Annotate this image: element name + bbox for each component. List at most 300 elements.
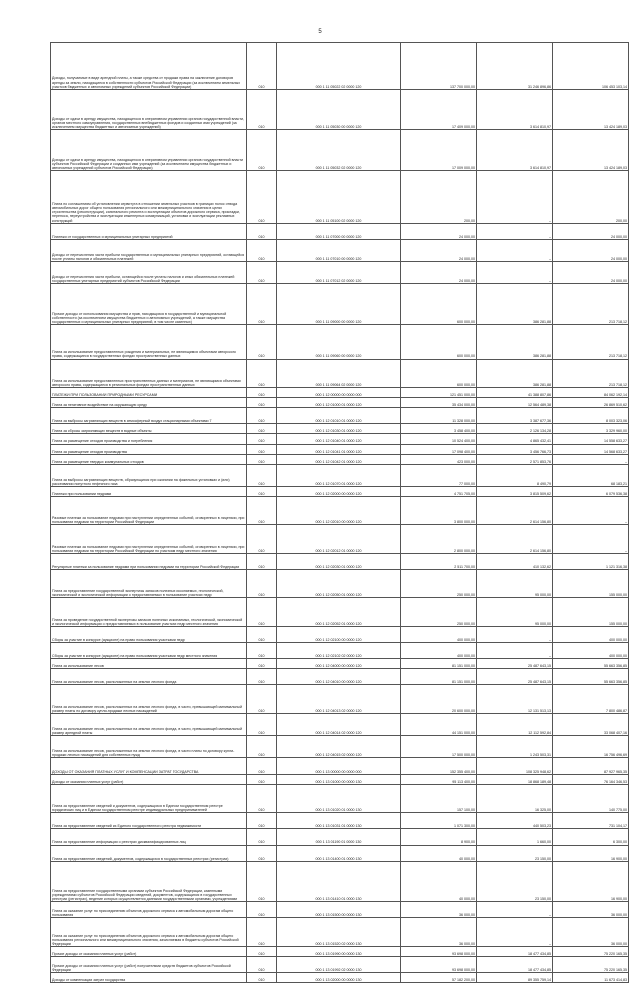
row-approved-amount: 200,00 — [401, 170, 477, 223]
row-approved-amount: 157 100,00 — [401, 784, 477, 812]
row-executed-amount: 386 281,88 — [477, 325, 553, 360]
table-row — [51, 685, 629, 713]
row-approved-amount: 250 000,00 — [401, 570, 477, 598]
row-line-code: 010 — [247, 464, 277, 486]
row-name: Доходы от компенсации затрат государства — [51, 973, 247, 983]
row-budget-code: 000 1 11 09060 00 0000 120 — [277, 325, 401, 360]
row-executed-amount: – — [477, 626, 553, 642]
row-unexecuted-amount: 155 000,00 — [553, 570, 629, 598]
row-approved-amount: 17 500 000,00 — [401, 736, 477, 758]
row-line-code: 010 — [247, 284, 277, 325]
table-row — [51, 486, 629, 496]
row-approved-amount: 17 409 000,00 — [401, 89, 477, 130]
table-row — [51, 946, 629, 956]
table-row — [51, 262, 629, 284]
row-approved-amount: 2 511 700,00 — [401, 553, 477, 569]
table-row — [51, 643, 629, 659]
row-approved-amount: 24 000,00 — [401, 239, 477, 261]
table-row — [51, 553, 629, 569]
table-row — [51, 758, 629, 774]
row-line-code: 010 — [247, 398, 277, 408]
row-executed-amount: 8 490,79 — [477, 464, 553, 486]
row-line-code: 010 — [247, 325, 277, 360]
row-name: Плата за размещение отходов производства и потребления — [51, 434, 247, 444]
row-line-code: 010 — [247, 685, 277, 713]
row-line-code: 010 — [247, 170, 277, 223]
row-executed-amount: 2 614 156,80 — [477, 497, 553, 525]
row-line-code: 010 — [247, 758, 277, 774]
row-approved-amount: 93 698 000,00 — [401, 956, 477, 972]
row-unexecuted-amount: 106 453 103,14 — [553, 43, 629, 90]
row-executed-amount: 95 000,00 — [477, 570, 553, 598]
row-budget-code: 000 1 12 02012 01 0000 120 — [277, 525, 401, 553]
row-executed-amount: 3 387 677,36 — [477, 408, 553, 424]
row-budget-code: 000 1 12 02030 01 0000 120 — [277, 553, 401, 569]
table-row — [51, 956, 629, 972]
row-approved-amount: 81 151 000,00 — [401, 669, 477, 685]
row-name: Плата за проведение государственной экспертизы запасов полезных ископаемых, геологической, экономической и экологической информации о предоставляемых в пользование участках недр местного значения — [51, 598, 247, 626]
row-budget-code: 000 1 12 04000 00 0000 120 — [277, 659, 401, 669]
row-budget-code: 000 1 13 01020 01 0000 130 — [277, 784, 401, 812]
row-executed-amount: 25 487 643,15 — [477, 659, 553, 669]
row-unexecuted-amount: 155 000,00 — [553, 598, 629, 626]
row-approved-amount: 40 000,00 — [401, 861, 477, 902]
row-approved-amount: 17 098 400,00 — [401, 444, 477, 454]
row-line-code: 010 — [247, 946, 277, 956]
row-budget-code: 000 1 13 01410 01 0000 130 — [277, 861, 401, 902]
row-executed-amount: 3 456 766,73 — [477, 444, 553, 454]
row-approved-amount: 3 458 400,00 — [401, 424, 477, 434]
row-budget-code: 000 1 11 07012 02 0000 120 — [277, 262, 401, 284]
row-executed-amount: – — [477, 239, 553, 261]
row-unexecuted-amount: 55 663 356,85 — [553, 659, 629, 669]
row-executed-amount: 3 815 509,62 — [477, 486, 553, 496]
row-line-code: 010 — [247, 223, 277, 239]
row-unexecuted-amount: 11 673 414,83 — [553, 973, 629, 983]
row-executed-amount: 1 243 503,31 — [477, 736, 553, 758]
row-line-code: 010 — [247, 43, 277, 90]
table-row — [51, 434, 629, 444]
table-row — [51, 784, 629, 812]
row-line-code: 010 — [247, 387, 277, 397]
table-row — [51, 223, 629, 239]
table-row — [51, 598, 629, 626]
row-unexecuted-amount: 213 718,12 — [553, 284, 629, 325]
row-unexecuted-amount: 76 164 346,53 — [553, 774, 629, 784]
row-name: Плата за использование лесов, расположенных на землях лесного фонда, в части, превышающей минимальный размер платы по договору купли-продажи лесных насаждений — [51, 685, 247, 713]
row-name: Плата за предоставление сведений из Единого государственного реестра недвижимости — [51, 813, 247, 829]
row-line-code: 010 — [247, 918, 277, 946]
row-budget-code: 000 1 13 01031 01 0000 130 — [277, 813, 401, 829]
row-name: Доходы от оказания платных услуг (работ) — [51, 774, 247, 784]
table-row — [51, 130, 629, 171]
row-budget-code: 000 1 12 01042 01 0000 120 — [277, 454, 401, 464]
row-unexecuted-amount: 36 000,00 — [553, 918, 629, 946]
row-unexecuted-amount: 213 718,12 — [553, 325, 629, 360]
row-executed-amount: 3 614 810,97 — [477, 130, 553, 171]
table-row — [51, 918, 629, 946]
row-name: Доходы от сдачи в аренду имущества, находящегося в оперативном управлении органов государственной власти субъектов Российской Федерации и созданных ими учреждений (за исключением имущества бюджетных и автономных учреждений субъектов Российской Федерации) — [51, 130, 247, 171]
row-executed-amount: 12 564 489,38 — [477, 398, 553, 408]
row-unexecuted-amount: 400 000,00 — [553, 643, 629, 659]
row-approved-amount: 8 900,00 — [401, 829, 477, 845]
table-row — [51, 170, 629, 223]
row-executed-amount: 440 503,23 — [477, 813, 553, 829]
table-row — [51, 444, 629, 454]
row-approved-amount: 600 000,00 — [401, 359, 477, 387]
row-line-code: 010 — [247, 239, 277, 261]
row-line-code: 010 — [247, 408, 277, 424]
row-budget-code: 000 1 12 00000 00 0000 000 — [277, 387, 401, 397]
row-line-code: 010 — [247, 829, 277, 845]
row-executed-amount: 2 126 134,28 — [477, 424, 553, 434]
row-executed-amount: – — [477, 918, 553, 946]
row-approved-amount: 250 000,00 — [401, 598, 477, 626]
row-budget-code: 000 1 13 01000 00 0000 130 — [277, 774, 401, 784]
row-executed-amount: 2 614 156,80 — [477, 525, 553, 553]
row-budget-code: 000 1 11 07000 00 0000 120 — [277, 223, 401, 239]
row-line-code: 010 — [247, 643, 277, 659]
row-name: Плата за использование лесов, расположенных на землях лесного фонда — [51, 669, 247, 685]
row-name: Плата по соглашениям об установлении сервитута в отношении земельных участков в границах полос отвода автомобильных дорог общего пользования регионального или межмуниципального значения в целях строительства (реконструкции), капитального ремонта и эксплуатации объектов дорожного сервиса, прокладки, переноса, переустройства и эксплуатации инженерных коммуникаций, установки и эксплуатации рекламных конструкций — [51, 170, 247, 223]
table-row — [51, 669, 629, 685]
row-executed-amount: 12 112 592,84 — [477, 713, 553, 735]
row-unexecuted-amount: – — [553, 525, 629, 553]
row-line-code: 010 — [247, 626, 277, 642]
row-executed-amount: – — [477, 170, 553, 223]
row-budget-code: 000 1 12 02050 01 0000 120 — [277, 570, 401, 598]
row-name: Плата за предоставление сведений, документов, содержащихся в государственных реестрах (регистрах) — [51, 845, 247, 861]
row-approved-amount: 400 000,00 — [401, 626, 477, 642]
row-approved-amount: 423 000,00 — [401, 454, 477, 464]
row-unexecuted-amount: 75 220 165,35 — [553, 946, 629, 956]
table-row — [51, 902, 629, 918]
row-line-code: 010 — [247, 659, 277, 669]
row-name: Доходы от перечисления части прибыли, остающейся после уплаты налогов и иных обязательных платежей государственных унитарных предприятий субъектов Российской Федерации — [51, 262, 247, 284]
row-line-code: 010 — [247, 784, 277, 812]
row-name: Регулярные платежи за пользование недрами при пользовании недрами на территории Российской Федерации — [51, 553, 247, 569]
row-approved-amount: 1 071 300,00 — [401, 813, 477, 829]
row-unexecuted-amount: 16 900,00 — [553, 845, 629, 861]
row-executed-amount: 41 388 807,86 — [477, 387, 553, 397]
row-executed-amount: 386 281,88 — [477, 284, 553, 325]
row-budget-code: 000 1 12 02010 00 0000 120 — [277, 497, 401, 525]
row-line-code: 010 — [247, 444, 277, 454]
row-unexecuted-amount: 16 756 496,69 — [553, 736, 629, 758]
row-executed-amount: 25 487 643,15 — [477, 669, 553, 685]
row-line-code: 010 — [247, 774, 277, 784]
row-budget-code: 000 1 12 02000 00 0000 120 — [277, 486, 401, 496]
row-executed-amount: 95 000,00 — [477, 598, 553, 626]
row-executed-amount: 89 355 759,14 — [477, 973, 553, 983]
row-executed-amount: – — [477, 262, 553, 284]
row-budget-code: 000 1 13 01992 02 0000 130 — [277, 956, 401, 972]
row-line-code: 010 — [247, 973, 277, 983]
row-unexecuted-amount: 6 300,00 — [553, 829, 629, 845]
row-approved-amount: 24 000,00 — [401, 262, 477, 284]
row-budget-code: 000 1 11 09064 02 0000 120 — [277, 359, 401, 387]
table-row — [51, 387, 629, 397]
row-budget-code: 000 1 12 01010 01 0000 120 — [277, 408, 401, 424]
row-executed-amount: 12 131 513,13 — [477, 685, 553, 713]
row-unexecuted-amount: 213 718,12 — [553, 359, 629, 387]
row-approved-amount: 35 434 000,00 — [401, 398, 477, 408]
row-name: Плата за использование предоставленных пространственных данных и материалов, не являющимся объектами авторского права, содержащиеся в региональных фондах пространственных данных — [51, 359, 247, 387]
row-executed-amount: 23 150,00 — [477, 845, 553, 861]
row-budget-code: 000 1 12 04015 02 0000 120 — [277, 736, 401, 758]
table-row — [51, 774, 629, 784]
row-name: Платежи от государственных и муниципальных унитарных предприятий — [51, 223, 247, 239]
table-row — [51, 424, 629, 434]
row-budget-code: 000 1 12 01041 01 0000 120 — [277, 444, 401, 454]
row-line-code: 010 — [247, 598, 277, 626]
row-unexecuted-amount: 75 220 165,35 — [553, 956, 629, 972]
row-name: Разовые платежи за пользование недрами при наступлении определенных событий, оговоренных в лицензии, при пользовании недрами на территории Российской Федерации — [51, 497, 247, 525]
row-budget-code: 000 1 11 05100 02 0000 120 — [277, 170, 401, 223]
row-budget-code: 000 1 13 00000 00 0000 000 — [277, 758, 401, 774]
table-row — [51, 659, 629, 669]
row-approved-amount: 24 000,00 — [401, 223, 477, 239]
row-approved-amount: 3 800 000,00 — [401, 497, 477, 525]
table-row — [51, 829, 629, 845]
row-budget-code: 000 1 13 01520 02 0000 130 — [277, 918, 401, 946]
row-name: Плата за негативное воздействие на окружающую среду — [51, 398, 247, 408]
row-name: Плата за выбросы загрязняющих веществ, образующихся при сжигании на факельных установках и (или) рассеивании попутного нефтяного газа — [51, 464, 247, 486]
table-row — [51, 89, 629, 130]
row-name: Сборы за участие в конкурсе (аукционе) на право пользования участками недр местного значения — [51, 643, 247, 659]
row-executed-amount: – — [477, 902, 553, 918]
table-row — [51, 408, 629, 424]
row-budget-code: 000 1 12 04014 02 0000 120 — [277, 713, 401, 735]
row-name: Плата за размещение твердых коммунальных отходов — [51, 454, 247, 464]
row-name: Плата за использование предоставленных рождения и материальных, не являющимся объектами авторского права, содержащиеся в государственных фондах пространственных данных — [51, 325, 247, 360]
table-row — [51, 454, 629, 464]
row-line-code: 010 — [247, 813, 277, 829]
row-approved-amount: 36 000,00 — [401, 902, 477, 918]
row-approved-amount: 2 800 000,00 — [401, 525, 477, 553]
row-executed-amount: 16 325,00 — [477, 784, 553, 812]
row-line-code: 010 — [247, 130, 277, 171]
row-unexecuted-amount: 68 183,21 — [553, 464, 629, 486]
row-line-code: 010 — [247, 497, 277, 525]
row-unexecuted-amount: 1 121 316,38 — [553, 553, 629, 569]
row-name: Плата за предоставление государственными органами субъектов Российской Федерации, казенными учреждениями субъектов Российской Федерации сведений, документов, содержащихся в государственных реестрах (регистрах), ведение которых осуществляется данными государственными органами, учреждениями — [51, 861, 247, 902]
row-line-code: 010 — [247, 89, 277, 130]
row-unexecuted-amount: 26 869 510,62 — [553, 398, 629, 408]
row-unexecuted-amount: 14 558 633,27 — [553, 434, 629, 444]
row-executed-amount: 1 660,00 — [477, 829, 553, 845]
row-budget-code: 000 1 11 09000 00 0000 120 — [277, 284, 401, 325]
row-executed-amount: 386 281,88 — [477, 359, 553, 387]
row-name: Прочие доходы от использования имущества и прав, находящихся в государственной и муниципальной собственности (за исключением имущества бюджетных и автономных учреждений, а также имущества государственных и муниципальных унитарных предприятий, в том числе казенных) — [51, 284, 247, 325]
row-name: Платежи при пользовании недрами — [51, 486, 247, 496]
row-approved-amount: 17 009 000,00 — [401, 130, 477, 171]
row-unexecuted-amount: 14 568 633,27 — [553, 444, 629, 454]
table-row — [51, 525, 629, 553]
budget-table — [50, 42, 629, 983]
row-line-code: 010 — [247, 713, 277, 735]
row-name: Доходы от сдачи в аренду имущества, находящегося в оперативном управлении органов государственной власти, органов местного самоуправления, государственных внебюджетных фондов и созданных ими учреждений (за исключением имущества бюджетных и автономных учреждений) — [51, 89, 247, 130]
row-unexecuted-amount: 16 900,00 — [553, 861, 629, 902]
row-approved-amount: 600 000,00 — [401, 284, 477, 325]
row-budget-code: 000 1 13 01500 00 0000 130 — [277, 902, 401, 918]
row-approved-amount: 36 000,00 — [401, 918, 477, 946]
row-unexecuted-amount: 7 800 486,87 — [553, 685, 629, 713]
row-approved-amount: 93 698 000,00 — [401, 946, 477, 956]
table-row — [51, 861, 629, 902]
row-budget-code: 000 1 12 02100 00 0000 120 — [277, 626, 401, 642]
row-executed-amount: 18 477 434,85 — [477, 946, 553, 956]
table-row — [51, 284, 629, 325]
row-name: Разовые платежи за пользование недрами при наступлении определенных событий, оговоренных в лицензии, при пользовании недрами на территории Российской Федерации по участкам недр местного значения — [51, 525, 247, 553]
row-budget-code: 000 1 11 05032 02 0000 120 — [277, 130, 401, 171]
row-budget-code: 000 1 12 02102 02 0000 120 — [277, 643, 401, 659]
table-row — [51, 359, 629, 387]
row-budget-code: 000 1 11 07010 00 0000 120 — [277, 239, 401, 261]
row-approved-amount: 44 151 000,00 — [401, 713, 477, 735]
row-unexecuted-amount: 84 062 192,14 — [553, 387, 629, 397]
row-line-code: 010 — [247, 454, 277, 464]
row-line-code: 010 — [247, 525, 277, 553]
row-line-code: 010 — [247, 956, 277, 972]
row-budget-code: 000 1 12 01030 01 0000 120 — [277, 424, 401, 434]
row-line-code: 010 — [247, 902, 277, 918]
row-executed-amount: 108 325 948,62 — [477, 758, 553, 774]
row-unexecuted-amount: – — [553, 454, 629, 464]
row-unexecuted-amount: 8 003 323,06 — [553, 408, 629, 424]
row-approved-amount: 57 182 200,00 — [401, 973, 477, 983]
row-name: Плата за использование лесов, расположенных на землях лесного фонда, в части, превышающей минимальный размер арендной платы — [51, 713, 247, 735]
row-unexecuted-amount: 87 927 965,35 — [553, 758, 629, 774]
row-approved-amount: 152 355 400,00 — [401, 758, 477, 774]
table-row — [51, 570, 629, 598]
row-budget-code: 000 1 13 01990 00 0000 130 — [277, 946, 401, 956]
row-executed-amount: 4 865 432,41 — [477, 434, 553, 444]
row-line-code: 010 — [247, 736, 277, 758]
row-unexecuted-amount: 731 104,17 — [553, 813, 629, 829]
row-name: Доходы, получаемые в виде арендной платы, а также средства от продажи права на заключение договоров аренды за земли, находящиеся в собственности субъектов Российской Федерации (за исключением земельных участков бюджетных и автономных учреждений субъектов Российской Федерации) — [51, 43, 247, 90]
row-name: Плата за оказание услуг по присоединению объектов дорожного сервиса к автомобильным дорогам общего пользования регионального или межмуниципального значения, зачисляемая в бюджеты субъектов Российской Федерации — [51, 918, 247, 946]
row-budget-code: 000 1 12 01040 01 0000 120 — [277, 434, 401, 444]
row-name: Сборы за участие в конкурсе (аукционе) на право пользования участками недр — [51, 626, 247, 642]
row-approved-amount: 11 328 000,00 — [401, 408, 477, 424]
row-unexecuted-amount: 200,00 — [553, 170, 629, 223]
row-unexecuted-amount: 24 000,00 — [553, 223, 629, 239]
row-unexecuted-amount: 140 775,00 — [553, 784, 629, 812]
table-row — [51, 497, 629, 525]
row-approved-amount: 20 600 000,00 — [401, 685, 477, 713]
row-approved-amount: 10 524 400,00 — [401, 434, 477, 444]
row-executed-amount: – — [477, 223, 553, 239]
row-approved-amount: 81 151 000,00 — [401, 659, 477, 669]
table-row — [51, 239, 629, 261]
row-unexecuted-amount: 3 329 960,00 — [553, 424, 629, 434]
row-line-code: 010 — [247, 486, 277, 496]
row-name: Плата за сбросы загрязняющих веществ в водные объекты — [51, 424, 247, 434]
row-budget-code: 000 1 12 04010 00 0000 120 — [277, 669, 401, 685]
page-number: 5 — [318, 29, 322, 35]
row-unexecuted-amount: 13 424 189,03 — [553, 130, 629, 171]
row-name: Плата за предоставление информации о реестрах дисквалифицированных лиц — [51, 829, 247, 845]
row-executed-amount: 18 477 434,85 — [477, 956, 553, 972]
row-unexecuted-amount: 33 068 407,16 — [553, 713, 629, 735]
row-unexecuted-amount: 55 663 356,85 — [553, 669, 629, 685]
row-executed-amount: 3 614 810,97 — [477, 89, 553, 130]
row-executed-amount: 23 150,00 — [477, 861, 553, 902]
row-executed-amount: – — [477, 643, 553, 659]
row-budget-code: 000 1 11 05030 00 0000 120 — [277, 89, 401, 130]
row-approved-amount: 400 000,00 — [401, 643, 477, 659]
row-budget-code: 000 1 12 04013 02 0000 120 — [277, 685, 401, 713]
row-line-code: 010 — [247, 359, 277, 387]
row-name: Плата за предоставление государственной экспертизы запасов полезных ископаемых, геологической, экономической и экологической информации о предоставляемых в пользование участках недр — [51, 570, 247, 598]
table-row — [51, 813, 629, 829]
row-line-code: 010 — [247, 434, 277, 444]
row-unexecuted-amount: 24 000,00 — [553, 239, 629, 261]
row-line-code: 010 — [247, 669, 277, 685]
row-budget-code: 000 1 12 02052 01 0000 120 — [277, 598, 401, 626]
row-budget-code: 000 1 13 01190 01 0000 130 — [277, 829, 401, 845]
row-unexecuted-amount: 400 000,00 — [553, 626, 629, 642]
row-name: Плата за использование лесов — [51, 659, 247, 669]
row-name: ДОХОДЫ ОТ ОКАЗАНИЯ ПЛАТНЫХ УСЛУГ И КОМПЕНСАЦИИ ЗАТРАТ ГОСУДАРСТВА — [51, 758, 247, 774]
table-row — [51, 43, 629, 90]
row-name: Плата за использование лесов, расположенных на землях лесного фонда, в части платы по договору купли-продажи лесных насаждений для собственных нужд — [51, 736, 247, 758]
table-row — [51, 845, 629, 861]
row-unexecuted-amount: 13 424 189,03 — [553, 89, 629, 130]
row-budget-code: 000 1 13 01400 01 0000 130 — [277, 845, 401, 861]
row-unexecuted-amount: – — [553, 497, 629, 525]
row-budget-code: 000 1 11 05022 02 0000 120 — [277, 43, 401, 90]
row-approved-amount: 4 751 705,00 — [401, 486, 477, 496]
table-body — [51, 43, 629, 983]
row-line-code: 010 — [247, 845, 277, 861]
table-row — [51, 398, 629, 408]
row-executed-amount: 410 132,62 — [477, 553, 553, 569]
row-unexecuted-amount: 24 000,00 — [553, 262, 629, 284]
table-row — [51, 713, 629, 735]
row-name: Прочие доходы от оказания платных услуг (работ) получателями средств бюджетов субъектов Российской Федерации — [51, 956, 247, 972]
row-line-code: 010 — [247, 861, 277, 902]
row-approved-amount: 137 700 000,00 — [401, 43, 477, 90]
row-name: Плата за оказание услуг по присоединению объектов дорожного сервиса к автомобильным дорогам общего пользования — [51, 902, 247, 918]
row-line-code: 010 — [247, 424, 277, 434]
row-executed-amount: 31 246 896,86 — [477, 43, 553, 90]
row-name: Плата за выбросы загрязняющих веществ в атмосферный воздух стационарными объектами 7 — [51, 408, 247, 424]
table-row — [51, 626, 629, 642]
row-approved-amount: 95 113 400,00 — [401, 774, 477, 784]
row-approved-amount: 600 000,00 — [401, 325, 477, 360]
row-unexecuted-amount: 36 000,00 — [553, 902, 629, 918]
table-row — [51, 464, 629, 486]
table-row — [51, 736, 629, 758]
row-line-code: 010 — [247, 553, 277, 569]
row-budget-code: 000 1 12 01000 01 0000 120 — [277, 398, 401, 408]
row-budget-code: 000 1 13 02000 00 0000 130 — [277, 973, 401, 983]
row-line-code: 010 — [247, 262, 277, 284]
row-name: Плата за предоставление сведений и документов, содержащихся в Едином государственном реестре юридических лиц и в Едином государственном реестре индивидуальных предпринимателей — [51, 784, 247, 812]
row-name: Прочие доходы от оказания платных услуг (работ) — [51, 946, 247, 956]
row-name: ПЛАТЕЖИ ПРИ ПОЛЬЗОВАНИИ ПРИРОДНЫМИ РЕСУРСАМИ — [51, 387, 247, 397]
row-unexecuted-amount: 6 079 536,38 — [553, 486, 629, 496]
row-line-code: 010 — [247, 570, 277, 598]
row-executed-amount: 18 868 189,48 — [477, 774, 553, 784]
row-approved-amount: 77 000,00 — [401, 464, 477, 486]
row-budget-code: 000 1 12 01070 01 0000 120 — [277, 464, 401, 486]
table-row — [51, 325, 629, 360]
row-approved-amount: 40 000,00 — [401, 845, 477, 861]
row-approved-amount: 121 451 000,00 — [401, 387, 477, 397]
